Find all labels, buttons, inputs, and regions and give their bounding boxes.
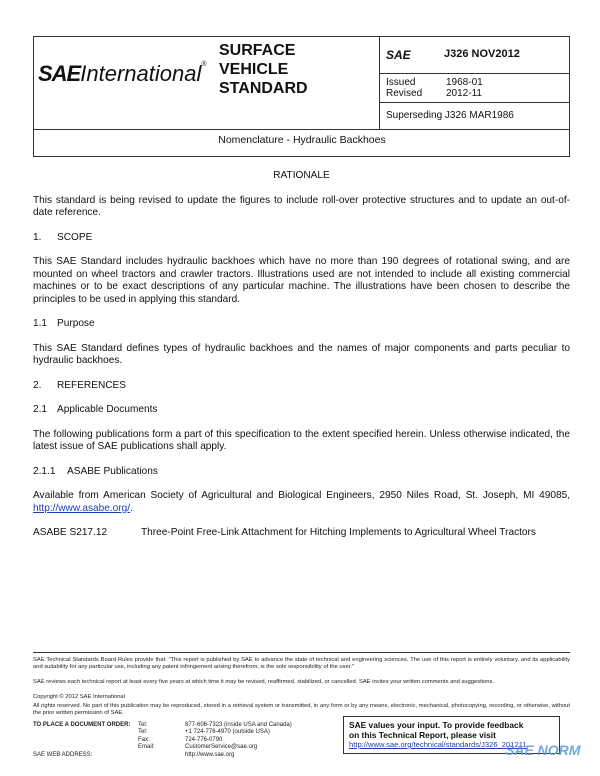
section-1-title: SCOPE [57, 231, 93, 243]
header-divider-top [379, 73, 570, 74]
watermark-text: SAE NORM [505, 742, 581, 758]
section-1-1-heading [33, 318, 570, 331]
section-2-1-title: Applicable Documents [57, 404, 158, 415]
section-2-1-1-number: 2.1.1 [33, 465, 56, 477]
web-label: SAE WEB ADDRESS: [33, 751, 93, 758]
header-box [33, 36, 570, 157]
standard-type-line-3: STANDARD [219, 80, 308, 97]
asabe-link[interactable]: http://www.asabe.org/ [33, 502, 131, 514]
section-2-1-number: 2.1 [33, 404, 48, 415]
reference-title: Three-Point Free-Link Attachment for Hitching Implements to Agricultural Wheel Tractors [141, 527, 536, 538]
standard-type-line-2: VEHICLE [219, 61, 289, 78]
section-2-1-paragraph: The following publications form a part of this specification to the extent specified herein. Unless otherwise indicated, the latest issue of SAE publications shall apply. [33, 428, 570, 452]
document-body [33, 170, 570, 540]
section-2-heading [33, 380, 570, 393]
issued-row [386, 77, 483, 88]
header-divider-bottom [34, 129, 570, 130]
logo-international-text: International [80, 61, 202, 86]
asabe-link-period: . [130, 502, 133, 514]
fax-label: Fax: [138, 736, 150, 743]
rationale-heading: RATIONALE [273, 170, 330, 181]
tel-label: Tel: [138, 722, 148, 728]
document-number: J326 NOV2012 [444, 48, 520, 60]
tel2-label: Tel: [138, 729, 148, 736]
section-1-paragraph: This SAE Standard includes hydraulic backhoes which have no more than 190 degrees of rotational swing, and are mounted on wheel tractors and crawler tractors. Illustrations used are not intended to include all existing commercial machines or to be exact descriptions of any particular machine. The illustrations have been chosen to describe the principles to be used in applying this standard. [33, 256, 570, 305]
section-1-1-paragraph: This SAE Standard defines types of hydraulic backhoes and the names of major components and parts peculiar to hydraulic backhoes. [33, 342, 570, 366]
fax-value: 724-776-0790 [185, 736, 223, 743]
feedback-link[interactable]: http://www.sae.org/technical/standards/J326_201211 [349, 740, 527, 749]
logo-trademark: ® [201, 61, 207, 68]
order-label: TO PLACE A DOCUMENT ORDER: [33, 722, 131, 728]
revised-row [386, 88, 482, 99]
section-2-1-1-title: ASABE Publications [67, 465, 158, 477]
issued-value: 1968-01 [446, 77, 483, 88]
sae-small-logo: SAE [386, 48, 411, 62]
footer-note-rules: SAE Technical Standards Board Rules provide that: "This report is published by SAE to advance the state of technical and engineering sciences. The use of this report is entirely voluntary, and its applicability and suitability for any particular use, including any patent infringement arising therefrom, is the sole responsibility of the user." [33, 657, 570, 670]
feedback-line-2: on this Technical Report, please visit [349, 730, 496, 740]
web-value[interactable]: http://www.sae.org [185, 751, 235, 758]
rationale-paragraph: This standard is being revised to update the figures to include roll-over protective structures and to update an out-of-date reference. [33, 194, 570, 218]
section-2-number: 2. [33, 379, 42, 391]
email-value[interactable]: CustomerService@sae.org [185, 744, 258, 751]
order-contact-block [33, 722, 292, 759]
asabe-address-text: Available from American Society of Agricultural and Biological Engineers, 2950 Niles Road, St. Joseph, MI 49085, [33, 490, 570, 501]
reference-row [33, 527, 570, 540]
superseding-text: Superseding J326 MAR1986 [386, 110, 514, 121]
feedback-line-1: SAE values your input. To provide feedback [349, 720, 524, 730]
document-title: Nomenclature - Hydraulic Backhoes [218, 134, 386, 146]
section-2-1-1-paragraph [33, 490, 570, 515]
section-2-title: REFERENCES [57, 379, 126, 391]
section-2-1-1-heading [33, 466, 570, 479]
footer-note-review: SAE reviews each technical report at least every five years at which time it may be revised, reaffirmed, stabilized, or cancelled. SAE invites your written comments and suggestions. [33, 679, 494, 685]
section-1-number: 1. [33, 231, 42, 243]
issued-label: Issued [386, 77, 416, 88]
tel2-value: +1 724-776-4970 (outside USA) [185, 729, 270, 736]
tel-value: 877-606-7323 (inside USA and Canada) [185, 722, 292, 728]
header-divider-vertical [379, 37, 380, 129]
revised-label: Revised [386, 88, 423, 99]
footer-divider [33, 652, 570, 653]
revised-value: 2012-11 [446, 88, 482, 99]
section-1-1-title: Purpose [57, 318, 95, 329]
footer-note-rights: All rights reserved. No part of this publication may be reproduced, stored in a retrieval system or transmitted, in any form or by any means, electronic, mechanical, photocopying, recording, or otherwise, without the prior written permission of SAE. [33, 703, 570, 716]
section-2-1-heading [33, 404, 570, 417]
header-divider-mid [379, 102, 570, 103]
sae-international-logo [38, 61, 207, 87]
reference-code: ASABE S217.12 [33, 527, 108, 538]
section-1-1-number: 1.1 [33, 318, 48, 329]
logo-sae-text: SAE [38, 61, 81, 86]
email-label: Email: [138, 744, 155, 751]
section-1-heading [33, 232, 570, 245]
standard-type-line-1: SURFACE [219, 42, 296, 59]
standard-type [219, 41, 369, 98]
footer-copyright: Copyright © 2012 SAE International [33, 694, 125, 700]
